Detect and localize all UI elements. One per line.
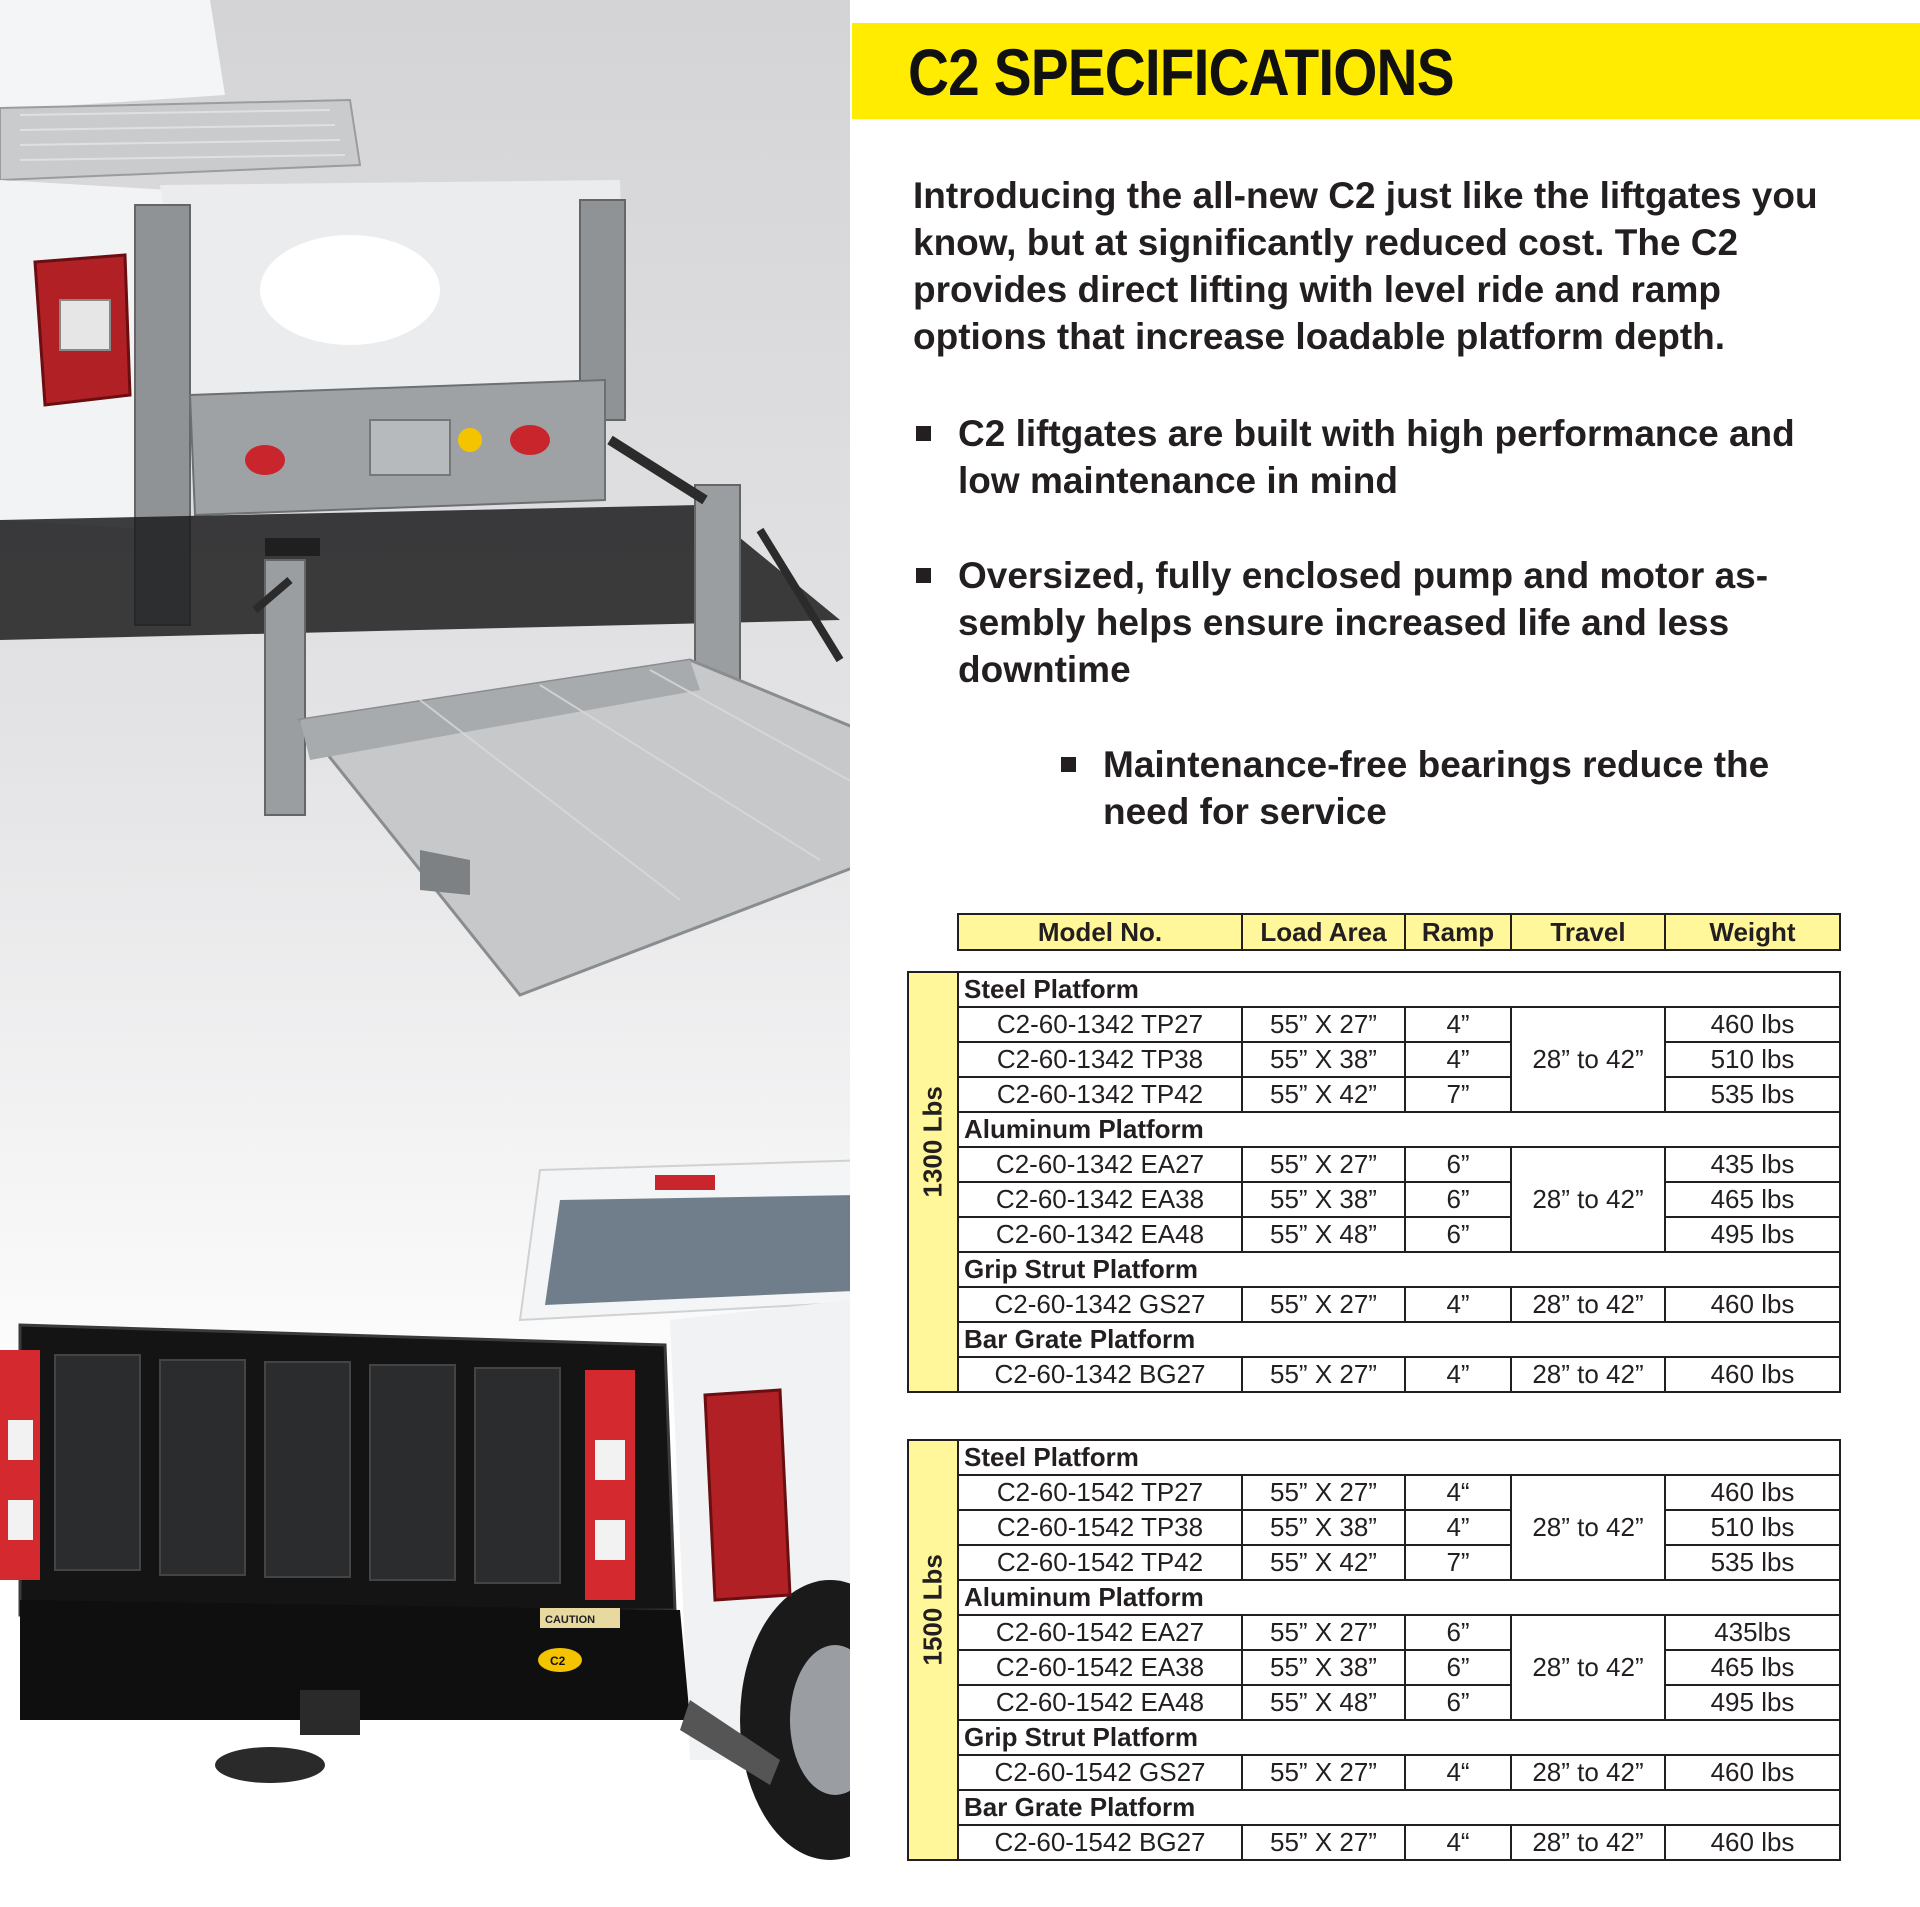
model-cell: C2-60-1542 TP27 — [958, 1475, 1242, 1510]
weight-cell: 535 lbs — [1665, 1545, 1840, 1580]
travel-cell: 28” to 42” — [1511, 1147, 1665, 1252]
model-cell: C2-60-1342 TP27 — [958, 1007, 1242, 1042]
col-ramp: Ramp — [1405, 914, 1511, 950]
weight-cell: 495 lbs — [1665, 1217, 1840, 1252]
capacity-cell — [908, 972, 958, 1392]
load-area-cell: 55” X 42” — [1242, 1545, 1405, 1580]
table-row — [908, 1615, 1840, 1650]
bullet-item — [1103, 741, 1863, 835]
weight-cell: 465 lbs — [1665, 1182, 1840, 1217]
table-row — [908, 1755, 1840, 1790]
capacity-label: 1500 Lbs — [917, 1553, 948, 1665]
table-row — [908, 1650, 1840, 1685]
spec-table-1500 — [907, 1439, 1841, 1861]
product-photos — [0, 0, 850, 1907]
travel-cell: 28” to 42” — [1511, 1007, 1665, 1112]
model-cell: C2-60-1342 EA38 — [958, 1182, 1242, 1217]
ramp-cell: 6” — [1405, 1147, 1511, 1182]
capacity-label: 1300 Lbs — [917, 1085, 948, 1197]
table-row — [908, 1545, 1840, 1580]
bullet-square-icon — [916, 426, 931, 441]
ramp-cell: 4” — [1405, 1042, 1511, 1077]
table-row — [908, 1147, 1840, 1182]
load-area-cell: 55” X 27” — [1242, 1147, 1405, 1182]
col-weight: Weight — [1665, 914, 1840, 950]
weight-cell: 460 lbs — [1665, 1755, 1840, 1790]
model-cell: C2-60-1542 GS27 — [958, 1755, 1242, 1790]
caution-label-text: CAUTION — [545, 1614, 596, 1626]
weight-cell: 460 lbs — [1665, 1007, 1840, 1042]
truck-photos-illustration — [0, 0, 850, 1907]
col-load-area: Load Area — [1242, 914, 1405, 950]
group-row — [908, 1790, 1840, 1825]
model-cell: C2-60-1342 GS27 — [958, 1287, 1242, 1322]
table-row — [908, 1077, 1840, 1112]
ramp-cell: 7” — [1405, 1545, 1511, 1580]
model-cell: C2-60-1542 EA48 — [958, 1685, 1242, 1720]
load-area-cell: 55” X 27” — [1242, 1007, 1405, 1042]
load-area-cell: 55” X 27” — [1242, 1287, 1405, 1322]
model-cell: C2-60-1342 TP38 — [958, 1042, 1242, 1077]
header-row — [958, 914, 1840, 950]
load-area-cell: 55” X 27” — [1242, 1615, 1405, 1650]
bullet-item — [958, 552, 1848, 693]
group-row — [908, 972, 1840, 1007]
load-area-cell: 55” X 27” — [1242, 1755, 1405, 1790]
bullet-square-icon — [1061, 757, 1076, 772]
weight-cell: 510 lbs — [1665, 1510, 1840, 1545]
load-area-cell: 55” X 48” — [1242, 1217, 1405, 1252]
load-area-cell: 55” X 27” — [1242, 1825, 1405, 1860]
weight-cell: 460 lbs — [1665, 1287, 1840, 1322]
table-row — [908, 1685, 1840, 1720]
travel-cell: 28” to 42” — [1511, 1357, 1665, 1392]
travel-cell: 28” to 42” — [1511, 1287, 1665, 1322]
platform-group-name: Aluminum Platform — [958, 1580, 1840, 1615]
weight-cell: 495 lbs — [1665, 1685, 1840, 1720]
bullet-text: C2 liftgates are built with high performance and low maintenance in mind — [958, 413, 1795, 501]
weight-cell: 435 lbs — [1665, 1147, 1840, 1182]
table-row — [908, 1042, 1840, 1077]
platform-group-name: Steel Platform — [958, 972, 1840, 1007]
ramp-cell: 4“ — [1405, 1475, 1511, 1510]
weight-cell: 465 lbs — [1665, 1650, 1840, 1685]
bullet-square-icon — [916, 568, 931, 583]
ramp-cell: 4” — [1405, 1287, 1511, 1322]
group-row — [908, 1322, 1840, 1357]
load-area-cell: 55” X 38” — [1242, 1510, 1405, 1545]
ramp-cell: 7” — [1405, 1077, 1511, 1112]
capacity-cell — [908, 1440, 958, 1860]
platform-group-name: Steel Platform — [958, 1440, 1840, 1475]
ramp-cell: 4” — [1405, 1510, 1511, 1545]
model-cell: C2-60-1342 TP42 — [958, 1077, 1242, 1112]
table-row — [908, 1217, 1840, 1252]
weight-cell: 460 lbs — [1665, 1475, 1840, 1510]
table-row — [908, 1007, 1840, 1042]
table-row — [908, 1475, 1840, 1510]
col-travel: Travel — [1511, 914, 1665, 950]
travel-cell: 28” to 42” — [1511, 1825, 1665, 1860]
weight-cell: 460 lbs — [1665, 1825, 1840, 1860]
bullet-text: Maintenance-free bearings reduce the need for service — [1103, 744, 1770, 832]
top-truck-with-liftgate — [0, 0, 850, 995]
load-area-cell: 55” X 27” — [1242, 1475, 1405, 1510]
weight-cell: 435lbs — [1665, 1615, 1840, 1650]
load-area-cell: 55” X 38” — [1242, 1042, 1405, 1077]
model-cell: C2-60-1342 BG27 — [958, 1357, 1242, 1392]
model-cell: C2-60-1542 TP42 — [958, 1545, 1242, 1580]
table-row — [908, 1182, 1840, 1217]
platform-group-name: Bar Grate Platform — [958, 1322, 1840, 1357]
model-cell: C2-60-1342 EA27 — [958, 1147, 1242, 1182]
group-row — [908, 1580, 1840, 1615]
weight-cell: 510 lbs — [1665, 1042, 1840, 1077]
platform-group-name: Aluminum Platform — [958, 1112, 1840, 1147]
model-cell: C2-60-1542 EA38 — [958, 1650, 1242, 1685]
ramp-cell: 6” — [1405, 1685, 1511, 1720]
table-row — [908, 1357, 1840, 1392]
ramp-cell: 6” — [1405, 1182, 1511, 1217]
bullet-text: Oversized, fully enclosed pump and motor as-sembly helps ensure increased life and less downtime — [958, 555, 1769, 690]
group-row — [908, 1112, 1840, 1147]
travel-cell: 28” to 42” — [1511, 1475, 1665, 1580]
ramp-cell: 6” — [1405, 1217, 1511, 1252]
c2-badge: C2 — [550, 1654, 566, 1668]
group-row — [908, 1440, 1840, 1475]
load-area-cell: 55” X 38” — [1242, 1650, 1405, 1685]
ramp-cell: 4“ — [1405, 1825, 1511, 1860]
table-row — [908, 1510, 1840, 1545]
model-cell: C2-60-1542 BG27 — [958, 1825, 1242, 1860]
ramp-cell: 4” — [1405, 1357, 1511, 1392]
weight-cell: 535 lbs — [1665, 1077, 1840, 1112]
load-area-cell: 55” X 27” — [1242, 1357, 1405, 1392]
model-cell: C2-60-1542 TP38 — [958, 1510, 1242, 1545]
bottom-truck-with-liftgate — [0, 1160, 850, 1860]
load-area-cell: 55” X 42” — [1242, 1077, 1405, 1112]
travel-cell: 28” to 42” — [1511, 1615, 1665, 1720]
ramp-cell: 6” — [1405, 1615, 1511, 1650]
spec-table-1300 — [907, 971, 1841, 1393]
table-row — [908, 1287, 1840, 1322]
travel-cell: 28” to 42” — [1511, 1755, 1665, 1790]
group-row — [908, 1720, 1840, 1755]
page-title: C2 SPECIFICATIONS — [908, 35, 1454, 109]
table-row — [908, 1825, 1840, 1860]
platform-group-name: Bar Grate Platform — [958, 1790, 1840, 1825]
model-cell: C2-60-1542 EA27 — [958, 1615, 1242, 1650]
ramp-cell: 6” — [1405, 1650, 1511, 1685]
load-area-cell: 55” X 48” — [1242, 1685, 1405, 1720]
ramp-cell: 4” — [1405, 1007, 1511, 1042]
ramp-cell: 4“ — [1405, 1755, 1511, 1790]
group-row — [908, 1252, 1840, 1287]
platform-group-name: Grip Strut Platform — [958, 1720, 1840, 1755]
intro-paragraph: Introducing the all-new C2 just like the liftgates you know, but at significantly reduced cost. The C2 provides direct lifting with level ride and ramp options that increase loadable platform depth. — [913, 175, 1818, 357]
bullet-item — [958, 410, 1848, 504]
spec-table-header — [957, 913, 1841, 951]
load-area-cell: 55” X 38” — [1242, 1182, 1405, 1217]
weight-cell: 460 lbs — [1665, 1357, 1840, 1392]
platform-group-name: Grip Strut Platform — [958, 1252, 1840, 1287]
model-cell: C2-60-1342 EA48 — [958, 1217, 1242, 1252]
col-model: Model No. — [958, 914, 1242, 950]
